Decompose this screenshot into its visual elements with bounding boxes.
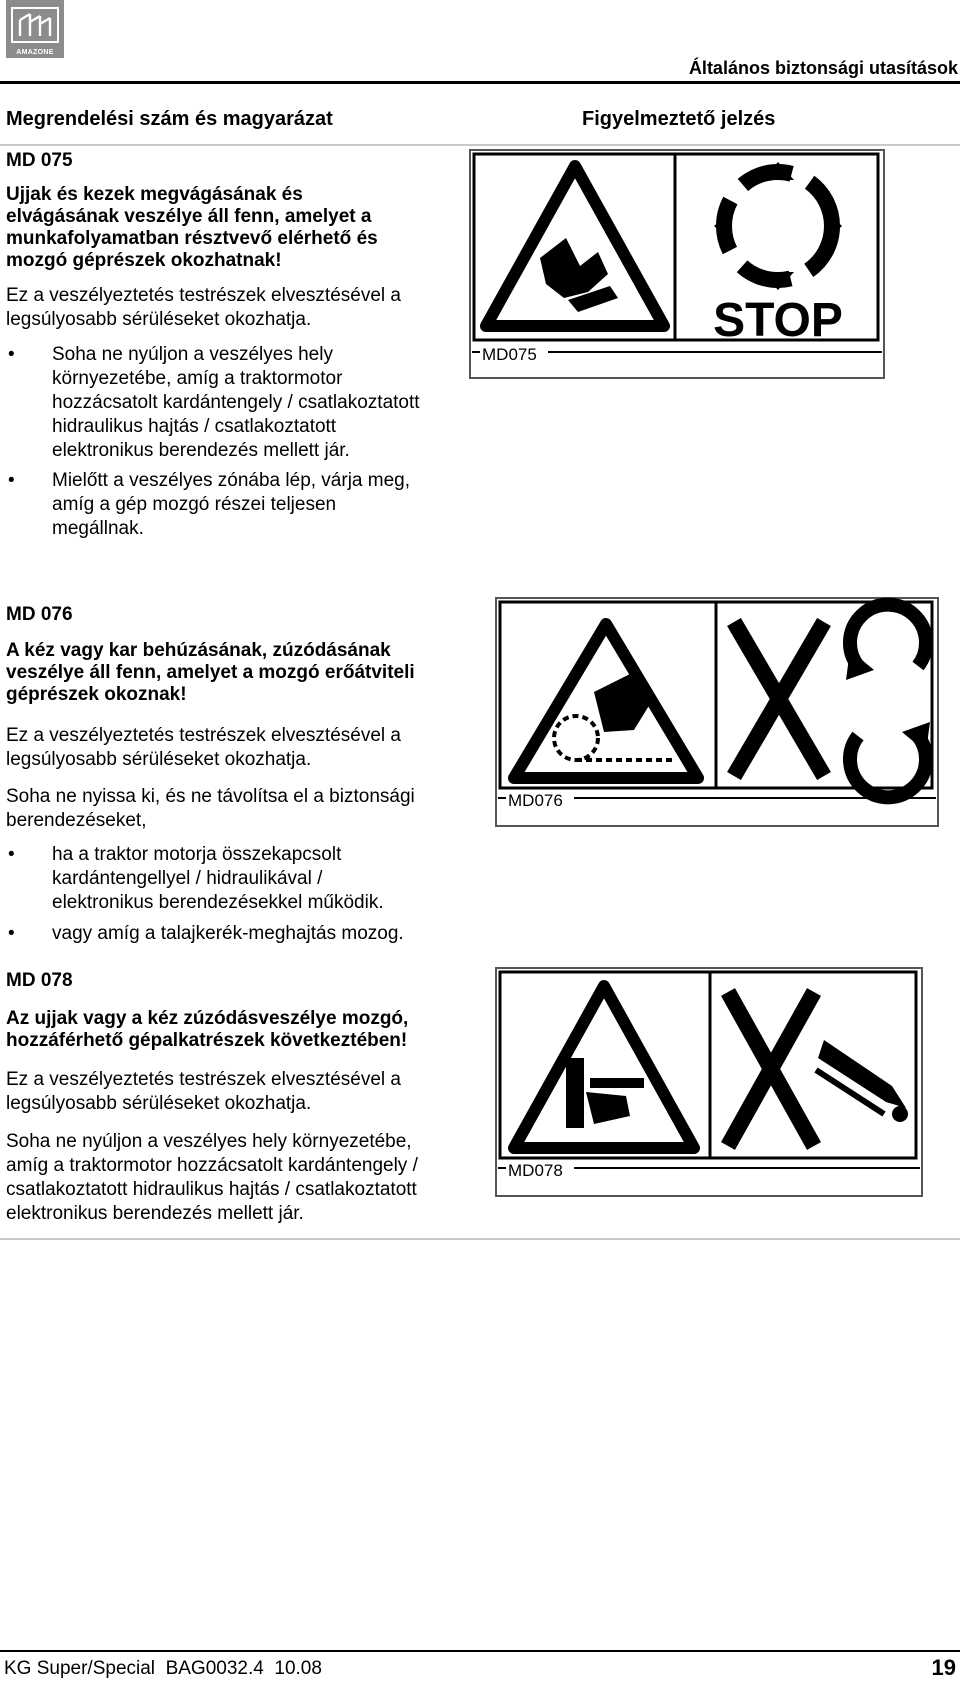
sign-label-md078: MD078 xyxy=(508,1161,563,1180)
page-header-title: Általános biztonsági utasítások xyxy=(688,58,958,78)
sign-label-md076: MD076 xyxy=(508,791,563,810)
instruction-text-md078: Soha ne nyúljon a veszélyes hely környezetébe, amíg a traktormotor hozzácsatolt kardántengely / csatlakoztatott hidraulikus hajtás / csatlakoztatott elektronikus berendezés mellett jár. xyxy=(6,1131,418,1224)
header-divider xyxy=(0,81,960,84)
warning-text-md076: A kéz vagy kar behúzásának, zúzódásának veszélye áll fenn, amelyet a mozgó erőátviteli géprészek okoznak! xyxy=(6,640,415,705)
section-code-md078: MD 078 xyxy=(6,970,73,991)
stop-icon-text: STOP xyxy=(713,294,843,347)
instruction-text-md076: Soha ne nyissa ki, és ne távolítsa el a biztonsági berendezéseket, xyxy=(6,786,415,831)
warning-text-md075: Ujjak és kezek megvágásának és elvágásának veszélye áll fenn, amelyet a munkafolyamatban résztvevő elérhető és mozgó géprészek okozhatnak! xyxy=(6,184,378,271)
safety-sign-md076 xyxy=(494,596,940,835)
logo-wordmark: AMAZONE xyxy=(16,49,54,56)
left-column-heading: Megrendelési szám és magyarázat xyxy=(6,108,333,130)
page-number: 19 xyxy=(931,1655,956,1680)
safety-sign-md075 xyxy=(468,148,888,387)
bullet-icon: • xyxy=(8,470,15,491)
section-end-divider xyxy=(0,1238,960,1240)
footer-doc-reference: KG Super/Special BAG0032.4 10.08 xyxy=(4,1658,322,1679)
amazone-logo xyxy=(6,0,64,58)
warning-text-md078: Az ujjak vagy a kéz zúzódásveszélye mozgó, hozzáférhető gépalkatrészek következtében! xyxy=(6,1008,409,1051)
safety-sign-md078 xyxy=(494,966,924,1205)
right-column-heading: Figyelmeztető jelzés xyxy=(582,108,776,130)
column-heading-divider xyxy=(0,144,960,146)
consequence-text-md075: Ez a veszélyeztetés testrészek elvesztésével a legsúlyosabb sérüléseket okozhatja. xyxy=(6,285,401,330)
bullet-icon: • xyxy=(8,844,15,865)
bullet-icon: • xyxy=(8,344,15,365)
section-code-md075: MD 075 xyxy=(6,150,73,171)
consequence-text-md078: Ez a veszélyeztetés testrészek elvesztésével a legsúlyosabb sérüléseket okozhatja. xyxy=(6,1069,401,1114)
consequence-text-md076: Ez a veszélyeztetés testrészek elvesztésével a legsúlyosabb sérüléseket okozhatja. xyxy=(6,725,401,770)
section-code-md076: MD 076 xyxy=(6,604,73,625)
footer-divider xyxy=(0,1650,960,1652)
bullet-icon: • xyxy=(8,923,15,944)
sign-label-md075: MD075 xyxy=(482,345,537,364)
